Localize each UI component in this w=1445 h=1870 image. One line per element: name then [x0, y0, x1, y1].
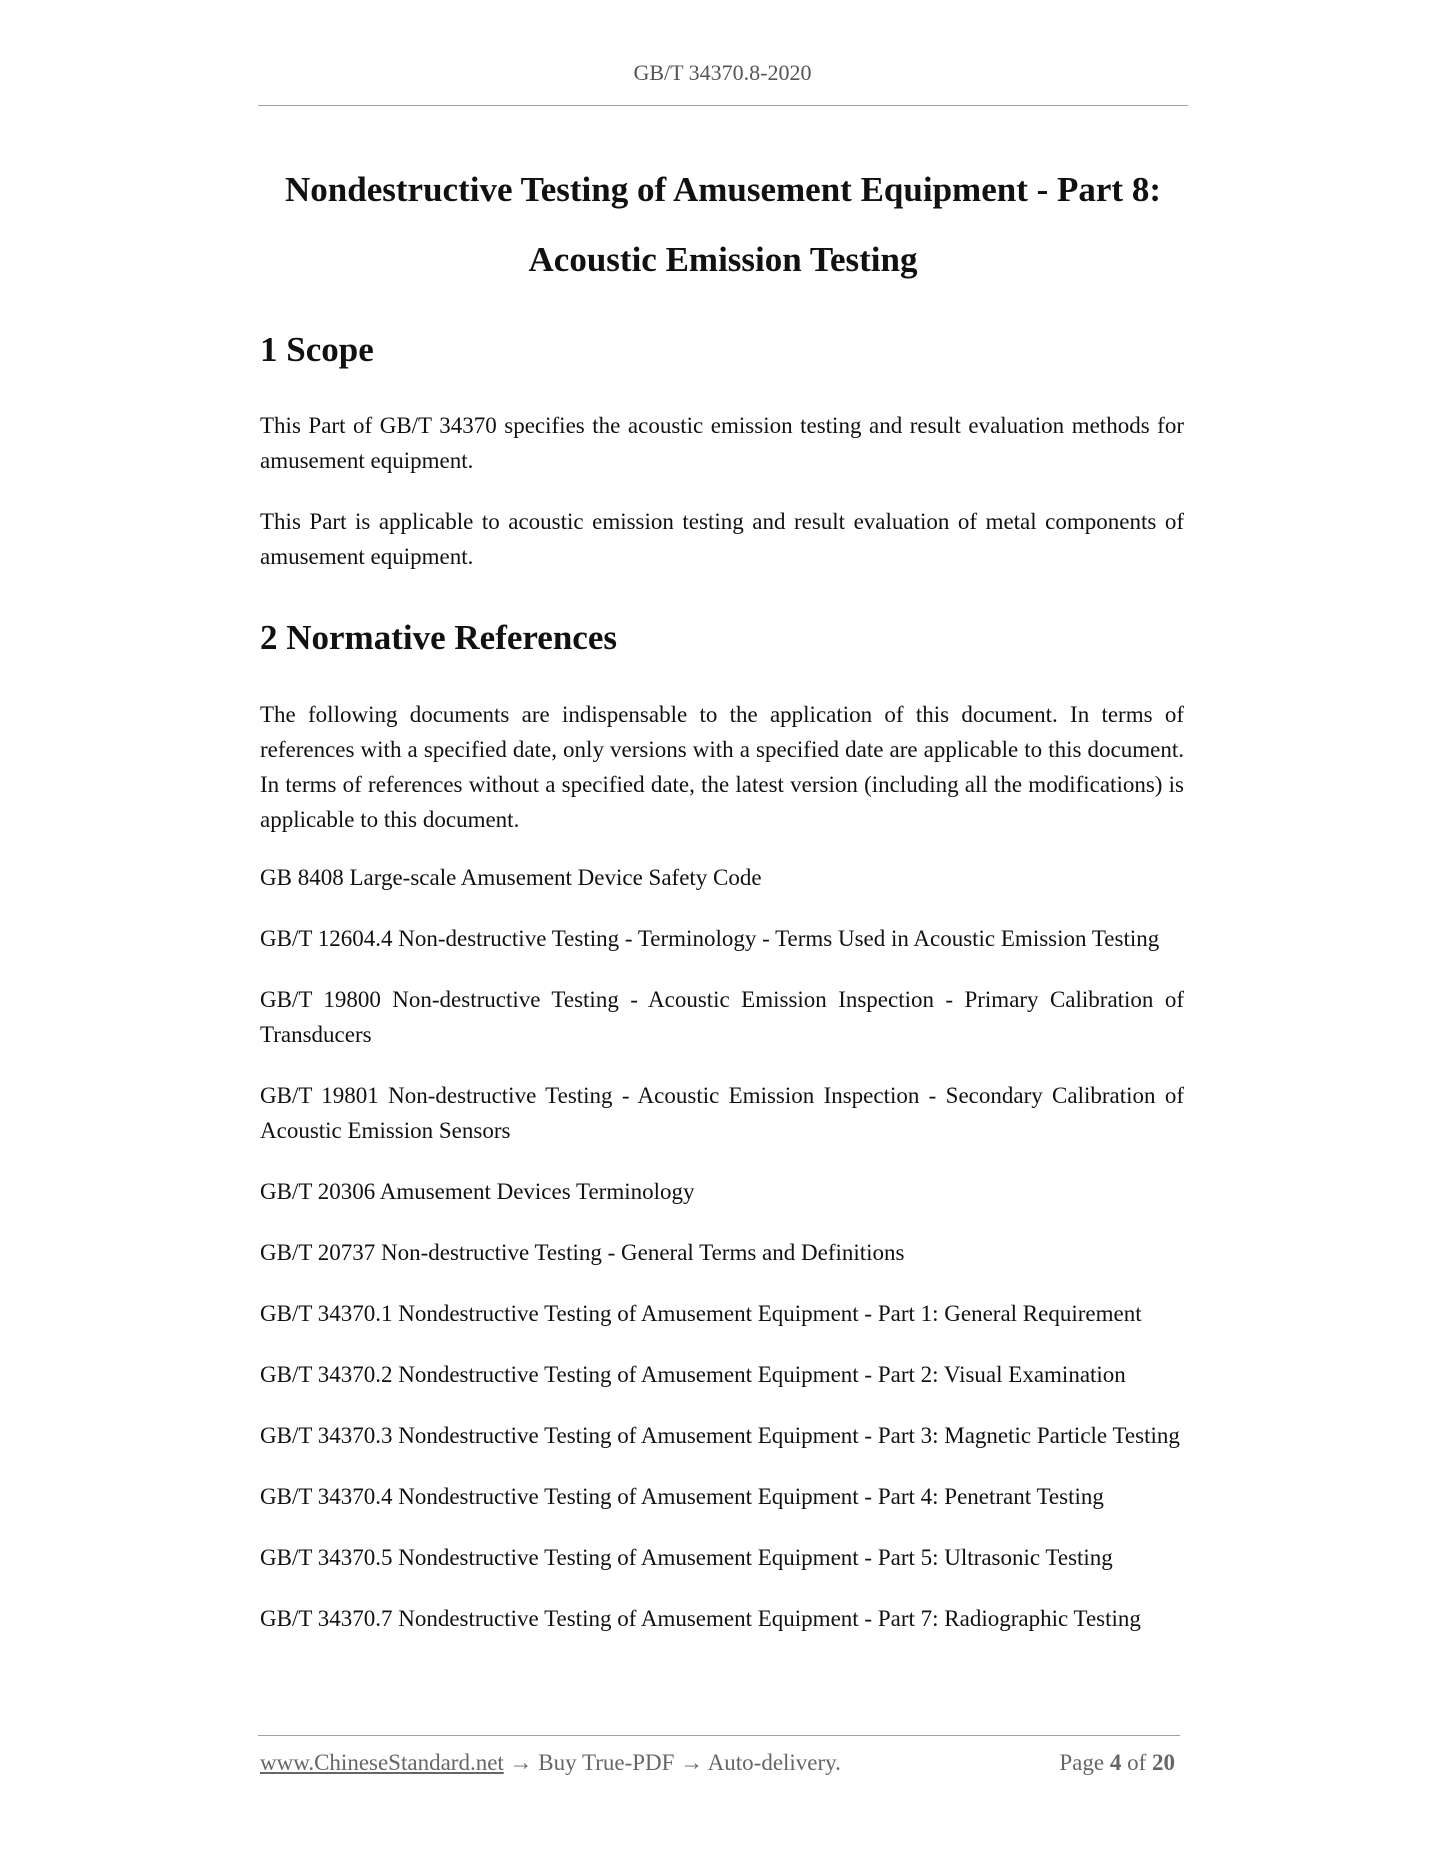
footer-divider	[258, 1735, 1180, 1736]
scope-paragraph-2: This Part is applicable to acoustic emission testing and result evaluation of metal components of amusement equipment.	[260, 509, 1184, 569]
reference-item: GB/T 34370.2 Nondestructive Testing of Amusement Equipment - Part 2: Visual Examination	[260, 1362, 1126, 1387]
section-heading-normative-references: 2 Normative References	[260, 618, 617, 657]
reference-item: GB 8408 Large-scale Amusement Device Safety Code	[260, 865, 762, 890]
reference-item: GB/T 12604.4 Non-destructive Testing - Terminology - Terms Used in Acoustic Emission Testing	[260, 926, 1160, 951]
reference-item: GB/T 34370.5 Nondestructive Testing of Amusement Equipment - Part 5: Ultrasonic Testing	[260, 1545, 1113, 1570]
footer-promo	[260, 1750, 841, 1776]
document-title	[258, 155, 1188, 295]
document-title-line-1: Nondestructive Testing of Amusement Equipment - Part 8:	[285, 170, 1161, 209]
page-indicator	[1059, 1750, 1175, 1776]
reference-item: GB/T 19801 Non-destructive Testing - Acoustic Emission Inspection - Secondary Calibration of Acoustic Emission Sensors	[260, 1083, 1184, 1143]
running-header: GB/T 34370.8-2020	[633, 60, 812, 85]
page-footer	[260, 1750, 1180, 1790]
reference-item: GB/T 20306 Amusement Devices Terminology	[260, 1179, 695, 1204]
page-of-label: of	[1127, 1750, 1147, 1775]
website-link[interactable]: www.ChineseStandard.net	[260, 1750, 504, 1775]
reference-item: GB/T 34370.1 Nondestructive Testing of Amusement Equipment - Part 1: General Requirement	[260, 1301, 1142, 1326]
reference-item: GB/T 19800 Non-destructive Testing - Acoustic Emission Inspection - Primary Calibration of Transducers	[260, 987, 1184, 1047]
scope-paragraph-1: This Part of GB/T 34370 specifies the acoustic emission testing and result evaluation methods for amusement equipment.	[260, 413, 1184, 473]
reference-item: GB/T 34370.4 Nondestructive Testing of Amusement Equipment - Part 4: Penetrant Testing	[260, 1484, 1104, 1509]
reference-item: GB/T 20737 Non-destructive Testing - General Terms and Definitions	[260, 1240, 905, 1265]
footer-promo-text: → Buy True-PDF → Auto-delivery.	[503, 1750, 841, 1775]
normative-references-intro: The following documents are indispensable to the application of this document. In terms of references with a specified date, only versions with a specified date are applicable to this document. In terms of references without a specified date, the latest version (including all the modifications) is applicable to this document.	[260, 702, 1184, 832]
page-label: Page	[1059, 1750, 1105, 1775]
section-heading-scope: 1 Scope	[260, 330, 374, 369]
document-title-line-2: Acoustic Emission Testing	[528, 240, 918, 279]
reference-list	[260, 860, 1184, 1662]
total-page-count: 20	[1152, 1750, 1175, 1775]
current-page-number: 4	[1109, 1750, 1122, 1775]
reference-item: GB/T 34370.3 Nondestructive Testing of Amusement Equipment - Part 3: Magnetic Particle Testing	[260, 1423, 1180, 1448]
reference-item: GB/T 34370.7 Nondestructive Testing of Amusement Equipment - Part 7: Radiographic Testing	[260, 1606, 1141, 1631]
header-divider	[258, 105, 1188, 106]
